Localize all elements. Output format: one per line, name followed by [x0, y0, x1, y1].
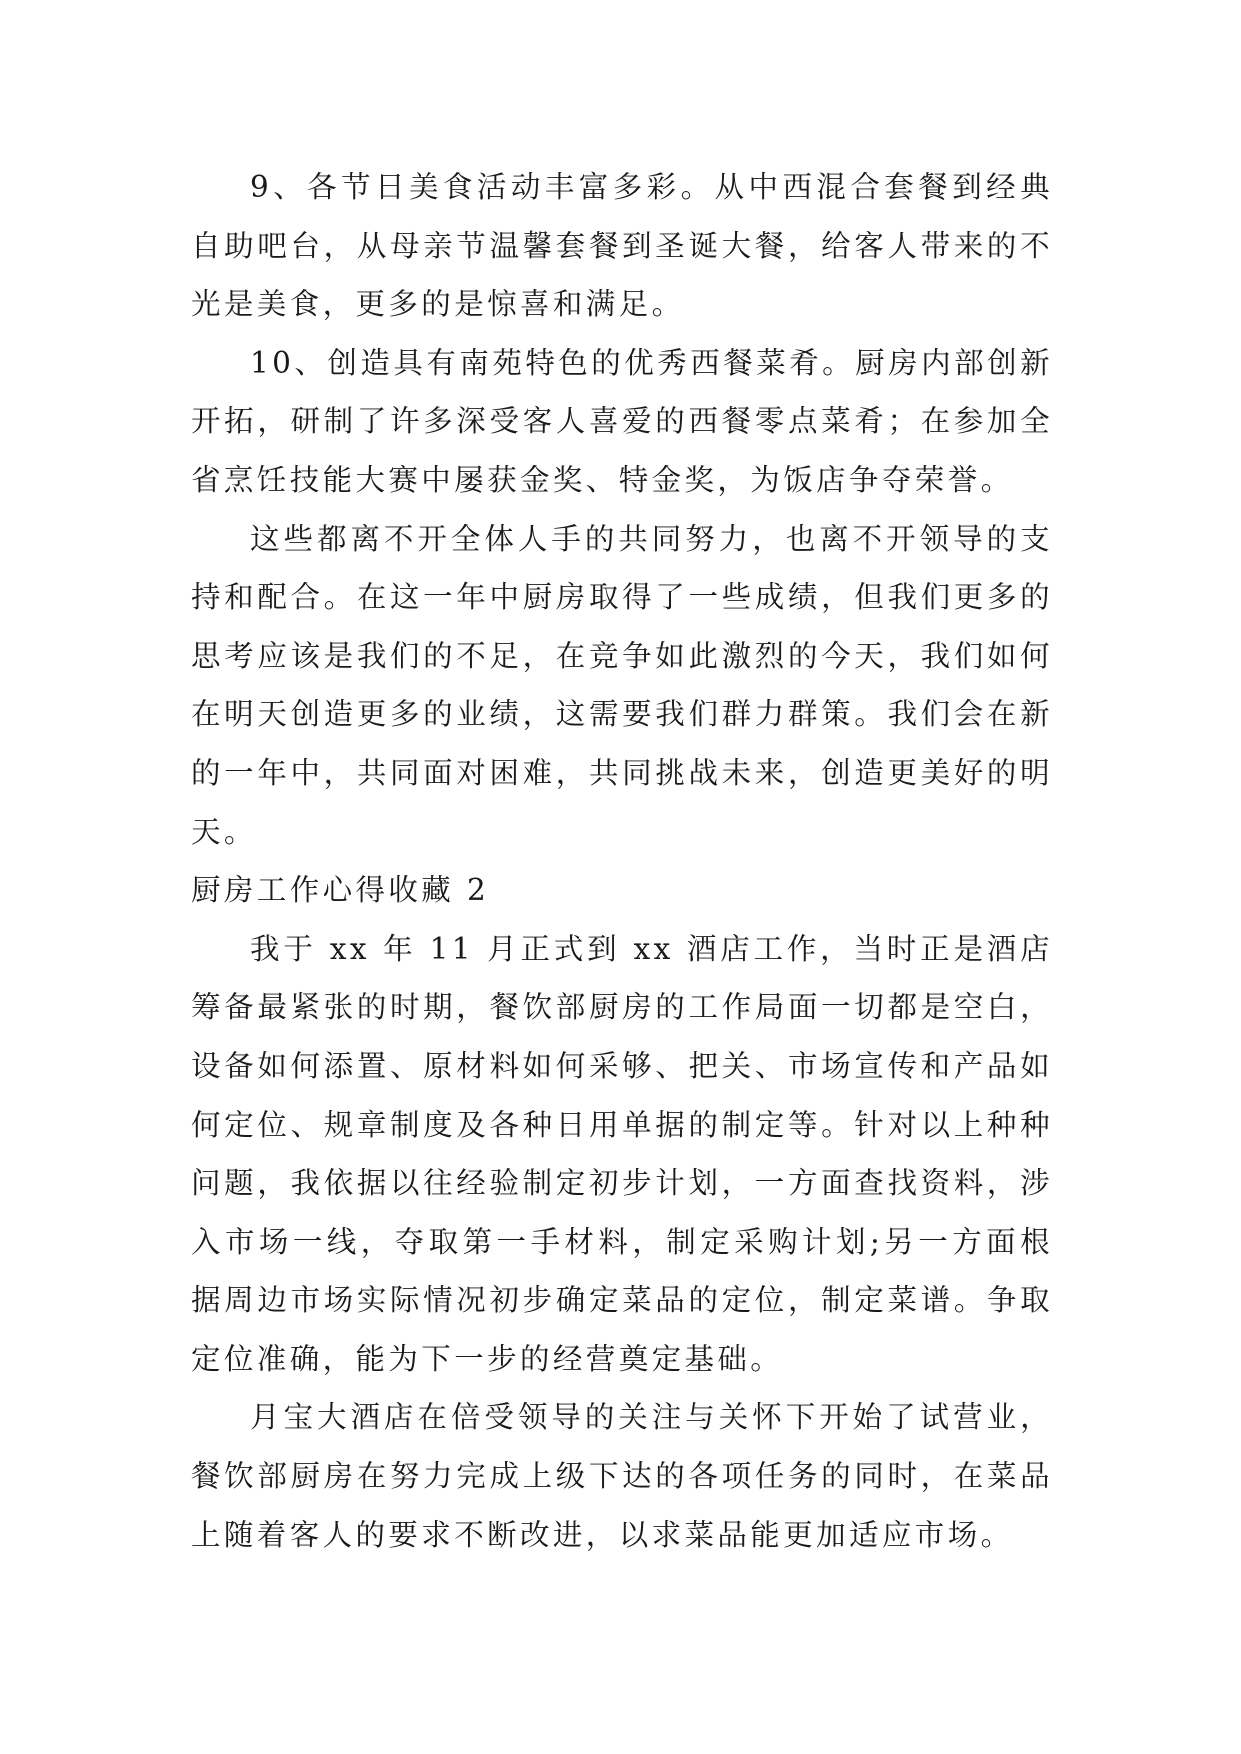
paragraph-holiday-food-events: 9、各节日美食活动丰富多彩。从中西混合套餐到经典自助吧台，从母亲节温馨套餐到圣诞大餐，给客人带来的不光是美食，更多的是惊喜和满足。	[191, 170, 1053, 322]
paragraph-western-dishes: 10、创造具有南苑特色的优秀西餐菜肴。厨房内部创新开拓，研制了许多深受客人喜爱的西餐零点菜肴；在参加全省烹饪技能大赛中屡获金奖、特金奖，为饭店争夺荣誉。	[191, 345, 1053, 497]
paragraph-trial-operation: 月宝大酒店在倍受领导的关注与关怀下开始了试营业，餐饮部厨房在努力完成上级下达的各项任务的同时，在菜品上随着客人的要求不断改进，以求菜品能更加适应市场。	[191, 1400, 1053, 1552]
paragraph-team-effort: 这些都离不开全体人手的共同努力，也离不开领导的支持和配合。在这一年中厨房取得了一些成绩，但我们更多的思考应该是我们的不足，在竞争如此激烈的今天，我们如何在明天创造更多的业绩，这需要我们群力群策。我们会在新的一年中，共同面对困难，共同挑战未来，创造更美好的明天。	[191, 521, 1053, 849]
document-body	[191, 158, 1053, 1564]
section-title: 厨房工作心得收藏 2	[191, 873, 490, 908]
paragraph-hotel-preparation: 我于 xx 年 11 月正式到 xx 酒店工作，当时正是酒店筹备最紧张的时期，餐饮部厨房的工作局面一切都是空白，设备如何添置、原材料如何采够、把关、市场宣传和产品如何定位、规章制度及各种日用单据的制定等。针对以上种种问题，我依据以往经验制定初步计划，一方面查找资料，涉入市场一线，夺取第一手材料，制定采购计划;另一方面根据周边市场实际情况初步确定菜品的定位，制定菜谱。争取定位准确，能为下一步的经营奠定基础。	[191, 931, 1053, 1376]
